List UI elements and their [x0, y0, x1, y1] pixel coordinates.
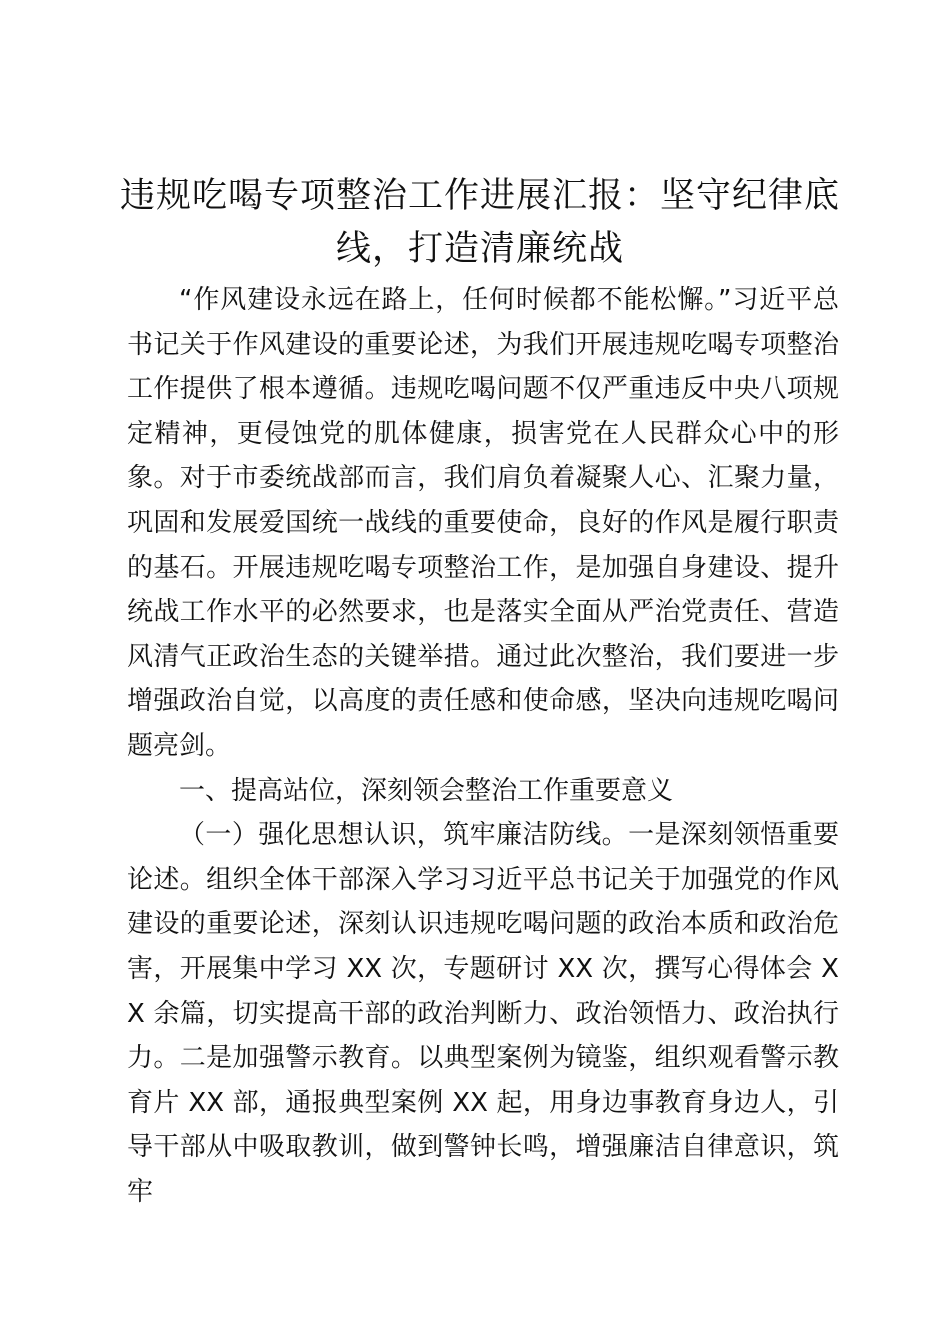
intro-paragraph: “作风建设永远在路上，任何时候都不能松懈。”习近平总书记关于作风建设的重要论述，为我们开展违规吃喝专项整治工作提供了根本遵循。违规吃喝问题不仅严重违反中央八项规定精神，更侵蚀党的肌体健康，损害党在人民群众心中的形象。对于市委统战部而言，我们肩负着凝聚人心、汇聚力量，巩固和发展爱国统一战线的重要使命，良好的作风是履行职责的基石。开展违规吃喝专项整治工作，是加强自身建设、提升统战工作水平的必然要求，也是落实全面从严治党责任、营造风清气正政治生态的关键举措。通过此次整治，我们要进一步增强政治自觉，以高度的责任感和使命感，坚决向违规吃喝问题亮剑。: [127, 285, 839, 761]
document-body: [127, 278, 839, 1214]
subsection-paragraph: （一）强化思想认识，筑牢廉洁防线。一是深刻领悟重要论述。组织全体干部深入学习习近平总书记关于加强党的作风建设的重要论述，深刻认识违规吃喝问题的政治本质和政治危害，开展集中学习 XX 次，专题研讨 XX 次，撰写心得体会 XX 余篇，切实提高干部的政治判断力、政治领悟力、政治执行力。二是加强警示教育。以典型案例为镜鉴，组织观看警示教育片 XX 部，通报典型案例 XX 起，用身边事教育身边人，引导干部从中吸取教训，做到警钟长鸣，增强廉洁自律意识，筑牢: [127, 820, 839, 1207]
document-title: 违规吃喝专项整治工作进展汇报：坚守纪律底线，打造清廉统战: [119, 176, 840, 269]
section-heading: 一、提高站位，深刻领会整治工作重要意义: [179, 775, 674, 806]
